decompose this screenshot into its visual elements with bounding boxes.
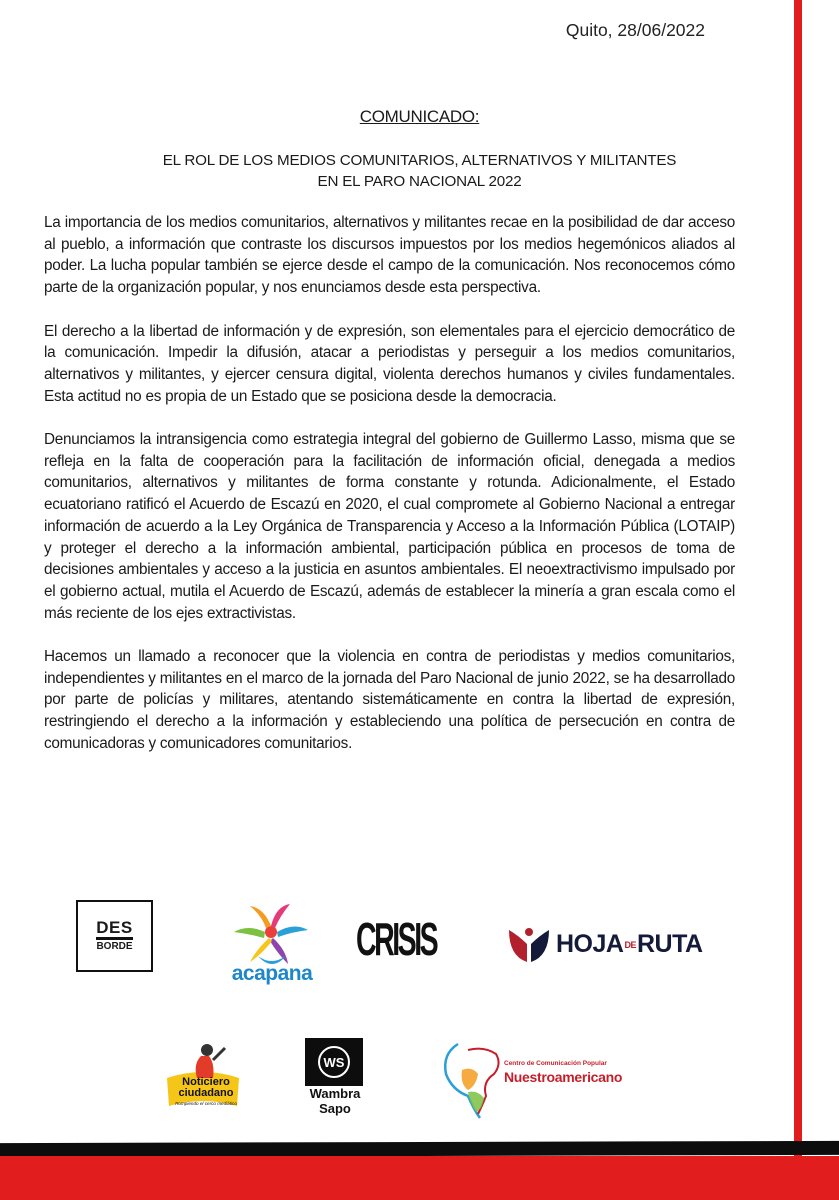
- paragraph-2: El derecho a la libertad de información y de expresión, son elementales para el ejercicio democrático de la comunicación. Impedir la difusión, atacar a periodistas y perseguir a los medios comunitarios, alternativos y militantes, y ejercer censura digital, violenta derechos humanos y civiles fundamentales. Esta actitud no es propia de un Estado que se posiciona desde la democracia.: [44, 322, 735, 405]
- document-title: COMUNICADO:: [359, 107, 480, 126]
- acapana-logo-text: acapana: [231, 962, 313, 985]
- document-subtitle: [0, 150, 839, 192]
- wambra-sapo-mark: WS: [318, 1046, 350, 1078]
- bottom-red-band: [0, 1156, 839, 1200]
- nuestroamericano-name: Nuestroamericano: [504, 1069, 623, 1085]
- subtitle-line-2: EN EL PARO NACIONAL 2022: [317, 173, 522, 190]
- document-body: [44, 212, 735, 776]
- hoja-de-ruta-logo: [556, 930, 703, 959]
- noticiero-line-2: ciudadano: [178, 1087, 234, 1099]
- desborde-logo-line2: BORDE: [96, 937, 132, 953]
- crisis-logo: CRISIS: [356, 913, 437, 965]
- noticiero-ciudadano-logo-icon: [163, 1038, 243, 1110]
- noticiero-ciudadano-name: [170, 1077, 242, 1099]
- desborde-logo-line1: DES: [96, 918, 133, 937]
- hoja-de-ruta-word-de: DE: [624, 940, 636, 951]
- wambra-sapo-logo: [305, 1038, 363, 1086]
- paragraph-3: Denunciamos la intransigencia como estrategia integral del gobierno de Guillermo Lasso, misma que se refleja en la falta de cooperación para la facilitación de información oficial, denegada a medios comunitarios, alternativos y militantes de forma constante y rotunda. Adicionalmente, el Estado ecuatoriano ratificó el Acuerdo de Escazú en 2020, el cual compromete al Gobierno Nacional a entregar información de acuerdo a la Ley Orgánica de Transparencia y Acceso a la Información Pública (LOTAIP) y proteger el derecho a la información ambiental, participación pública en procesos de toma de decisiones ambientales y acceso a la justicia en asuntos ambientales. El neoextractivismo impulsado por el gobierno actual, mutila el Acuerdo de Escazú, además de establecer la minería a gran escala como el más reciente de los ejes extractivistas.: [44, 431, 735, 622]
- wambra-line-1: Wambra: [309, 1086, 361, 1101]
- noticiero-line-1: Noticiero: [182, 1076, 230, 1088]
- paragraph-1: La importancia de los medios comunitarios, alternativos y militantes recae en la posibilidad de dar acceso al pueblo, a información que contraste los discursos impuestos por los medios hegemónicos aliados al poder. La lucha popular también se ejerce desde el campo de la comunicación. Nos reconocemos cómo parte de la organización popular, y nos enunciamos desde esta perspectiva.: [44, 214, 735, 297]
- hoja-de-ruta-word-2: RUTA: [636, 930, 703, 958]
- noticiero-tagline: Rompiendo el cerco mediático: [175, 1101, 237, 1106]
- paragraph-4: Hacemos un llamado a reconocer que la violencia en contra de periodistas y medios comunitarios, independientes y militantes en el marco de la jornada del Paro Nacional de junio 2022, se ha desarrollado por parte de policías y militares, atentando sistemáticamente en contra la libertad de expresión, restringiendo el derecho a la información y estableciendo una política de persecución en contra de comunicadoras y comunicadores comunitarios.: [44, 648, 735, 752]
- subtitle-line-1: EL ROL DE LOS MEDIOS COMUNITARIOS, ALTERNATIVOS Y MILITANTES: [162, 152, 677, 169]
- americas-map-icon: [438, 1040, 512, 1120]
- nuestroamericano-subtitle: Centro de Comunicación Popular: [504, 1060, 607, 1067]
- desborde-logo: [76, 900, 153, 972]
- wambra-line-2: Sapo: [319, 1101, 351, 1116]
- document-date: Quito, 28/06/2022: [565, 20, 705, 40]
- hoja-de-ruta-word-1: HOJA: [556, 930, 624, 958]
- hoja-de-ruta-leaf-icon: [507, 922, 551, 964]
- wambra-sapo-name: [305, 1086, 365, 1116]
- bottom-black-stripe: [0, 1141, 839, 1157]
